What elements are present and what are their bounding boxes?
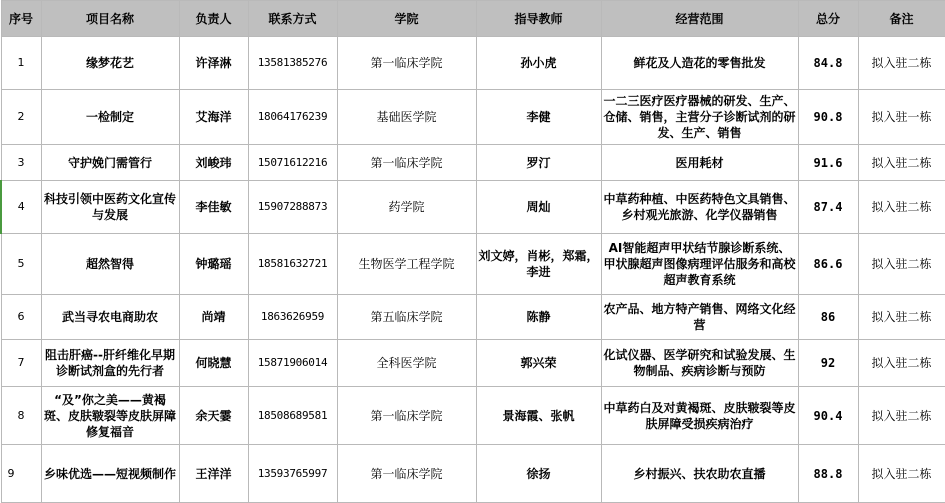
header-cell: 总分 <box>798 1 858 37</box>
table-row <box>1 387 945 445</box>
score: 88.8 <box>798 445 858 503</box>
note: 拟入驻二栋 <box>858 234 945 295</box>
table-row <box>1 340 945 387</box>
row-number: 8 <box>1 387 41 445</box>
business-scope: 化试仪器、医学研究和试验发展、生物制品、疾病诊断与预防 <box>601 340 798 387</box>
table-row <box>1 145 945 181</box>
project-name: 守护娩门需管行 <box>41 145 179 181</box>
project-name: 超然智得 <box>41 234 179 295</box>
note: 拟入驻二栋 <box>858 181 945 234</box>
note: 拟入驻二栋 <box>858 145 945 181</box>
row-number: 4 <box>1 181 41 234</box>
advisor: 孙小虎 <box>476 37 601 90</box>
phone: 18581632721 <box>248 234 337 295</box>
note: 拟入驻一栋 <box>858 90 945 145</box>
advisor: 景海霞、张帆 <box>476 387 601 445</box>
college: 生物医学工程学院 <box>337 234 476 295</box>
project-name: “及”你之美——黄褐斑、皮肤皲裂等皮肤屏障修复福音 <box>41 387 179 445</box>
row-number: 5 <box>1 234 41 295</box>
project-name: 阻击肝癌--肝纤维化早期诊断试剂盒的先行者 <box>41 340 179 387</box>
college: 第五临床学院 <box>337 295 476 340</box>
business-scope: 一二三医疗医疗器械的研发、生产、仓储、销售，主营分子诊断试剂的研发、生产、销售 <box>601 90 798 145</box>
phone: 1863626959 <box>248 295 337 340</box>
table-row <box>1 37 945 90</box>
business-scope: AI智能超声甲状结节腺诊断系统、甲状腺超声图像病理评估服务和高校超声教育系统 <box>601 234 798 295</box>
score: 90.8 <box>798 90 858 145</box>
advisor: 陈静 <box>476 295 601 340</box>
row-number: 6 <box>1 295 41 340</box>
business-scope: 鲜花及人造花的零售批发 <box>601 37 798 90</box>
leader: 钟璐瑶 <box>179 234 248 295</box>
header-cell: 项目名称 <box>41 1 179 37</box>
leader: 余天霎 <box>179 387 248 445</box>
score: 87.4 <box>798 181 858 234</box>
score: 90.4 <box>798 387 858 445</box>
row-number: 7 <box>1 340 41 387</box>
advisor: 刘文婷，肖彬，郑霜，李进 <box>476 234 601 295</box>
business-scope: 中草药种植、中医药特色文具销售、乡村观光旅游、化学仪器销售 <box>601 181 798 234</box>
advisor: 李健 <box>476 90 601 145</box>
college: 第一临床学院 <box>337 37 476 90</box>
college: 第一临床学院 <box>337 387 476 445</box>
leader: 李佳敏 <box>179 181 248 234</box>
college: 全科医学院 <box>337 340 476 387</box>
advisor: 郭兴荣 <box>476 340 601 387</box>
header-cell: 学院 <box>337 1 476 37</box>
leader: 王洋洋 <box>179 445 248 503</box>
project-name: 科技引领中医药文化宣传与发展 <box>41 181 179 234</box>
header-cell: 指导教师 <box>476 1 601 37</box>
note: 拟入驻二栋 <box>858 445 945 503</box>
project-name: 一检制定 <box>41 90 179 145</box>
row-number: 9 <box>1 445 41 503</box>
table-row <box>1 181 945 234</box>
leader: 刘峻玮 <box>179 145 248 181</box>
header-cell: 备注 <box>858 1 945 37</box>
header-cell: 负责人 <box>179 1 248 37</box>
phone: 15871906014 <box>248 340 337 387</box>
score: 91.6 <box>798 145 858 181</box>
note: 拟入驻二栋 <box>858 295 945 340</box>
row-number: 3 <box>1 145 41 181</box>
header-cell: 经营范围 <box>601 1 798 37</box>
note: 拟入驻二栋 <box>858 37 945 90</box>
leader: 艾海洋 <box>179 90 248 145</box>
table-row <box>1 445 945 503</box>
phone: 13593765997 <box>248 445 337 503</box>
phone: 18508689581 <box>248 387 337 445</box>
project-name: 缘梦花艺 <box>41 37 179 90</box>
phone: 18064176239 <box>248 90 337 145</box>
phone: 15907288873 <box>248 181 337 234</box>
note: 拟入驻二栋 <box>858 340 945 387</box>
advisor: 周灿 <box>476 181 601 234</box>
project-name: 乡味优选——短视频制作 <box>41 445 179 503</box>
score: 86.6 <box>798 234 858 295</box>
business-scope: 乡村振兴、扶农助农直播 <box>601 445 798 503</box>
leader: 尚靖 <box>179 295 248 340</box>
college: 基础医学院 <box>337 90 476 145</box>
project-name: 武当寻农电商助农 <box>41 295 179 340</box>
header-cell: 联系方式 <box>248 1 337 37</box>
business-scope: 农产品、地方特产销售、网络文化经营 <box>601 295 798 340</box>
score: 92 <box>798 340 858 387</box>
phone: 15071612216 <box>248 145 337 181</box>
header-row <box>1 1 945 37</box>
business-scope: 中草药白及对黄褐斑、皮肤皲裂等皮肤屏障受损疾病治疗 <box>601 387 798 445</box>
table-row <box>1 295 945 340</box>
college: 药学院 <box>337 181 476 234</box>
leader: 何晓慧 <box>179 340 248 387</box>
score: 84.8 <box>798 37 858 90</box>
advisor: 罗汀 <box>476 145 601 181</box>
phone: 13581385276 <box>248 37 337 90</box>
row-number: 1 <box>1 37 41 90</box>
leader: 许泽淋 <box>179 37 248 90</box>
advisor: 徐扬 <box>476 445 601 503</box>
row-number: 2 <box>1 90 41 145</box>
business-scope: 医用耗材 <box>601 145 798 181</box>
header-cell: 序号 <box>1 1 41 37</box>
table-row <box>1 234 945 295</box>
score: 86 <box>798 295 858 340</box>
table-row <box>1 90 945 145</box>
college: 第一临床学院 <box>337 145 476 181</box>
note: 拟入驻二栋 <box>858 387 945 445</box>
college: 第一临床学院 <box>337 445 476 503</box>
